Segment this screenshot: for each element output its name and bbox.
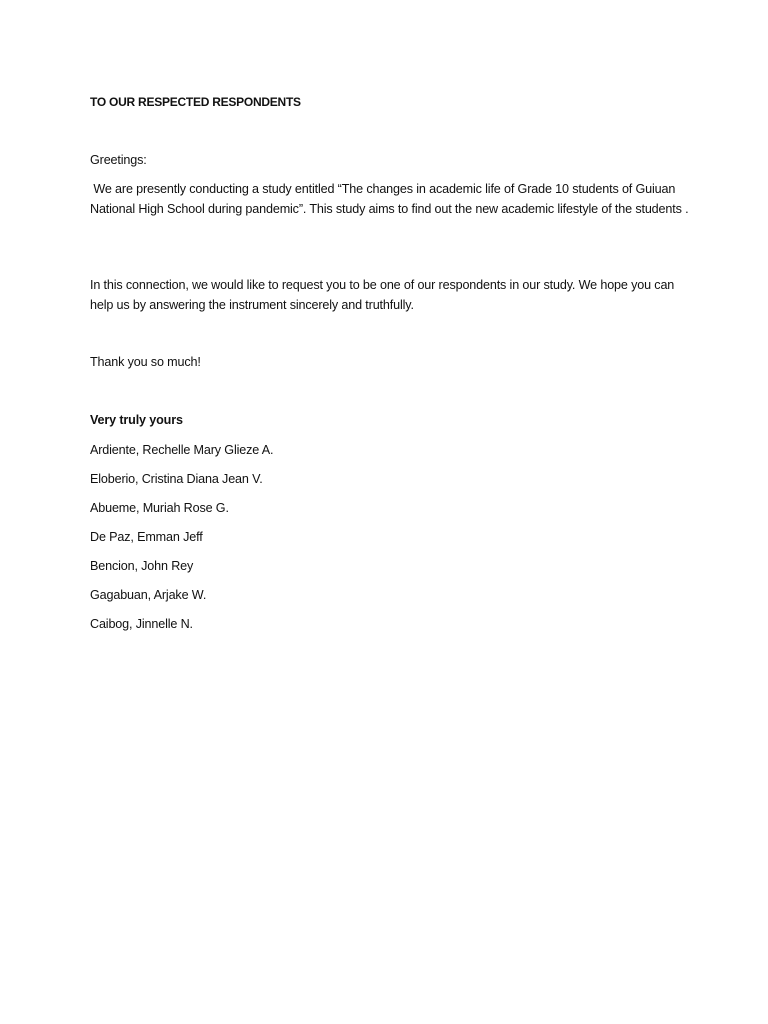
letter-paragraph-study: We are presently conducting a study entitled “The changes in academic life of Grade 10 students of Guiuan National High School during pandemic”. This study aims to find out the new academic lifestyle of the students .	[90, 182, 689, 216]
letter-heading: TO OUR RESPECTED RESPONDENTS	[90, 95, 301, 109]
signatory-name: Abueme, Muriah Rose G.	[90, 501, 229, 515]
signatory-name: Gagabuan, Arjake W.	[90, 588, 207, 602]
signatory-name: De Paz, Emman Jeff	[90, 530, 203, 544]
letter-paragraph-request: In this connection, we would like to request you to be one of our respondents in our study. We hope you can help us by answering the instrument sincerely and truthfully.	[90, 278, 675, 312]
signatory-name: Ardiente, Rechelle Mary Glieze A.	[90, 443, 274, 457]
letter-thanks: Thank you so much!	[90, 355, 201, 369]
signatory-list	[90, 441, 273, 644]
letter-greeting: Greetings:	[90, 153, 147, 167]
signatory-name: Caibog, Jinnelle N.	[90, 617, 193, 631]
signatory-name: Eloberio, Cristina Diana Jean V.	[90, 472, 263, 486]
letter-closing: Very truly yours	[90, 413, 183, 427]
signatory-name: Bencion, John Rey	[90, 559, 194, 573]
